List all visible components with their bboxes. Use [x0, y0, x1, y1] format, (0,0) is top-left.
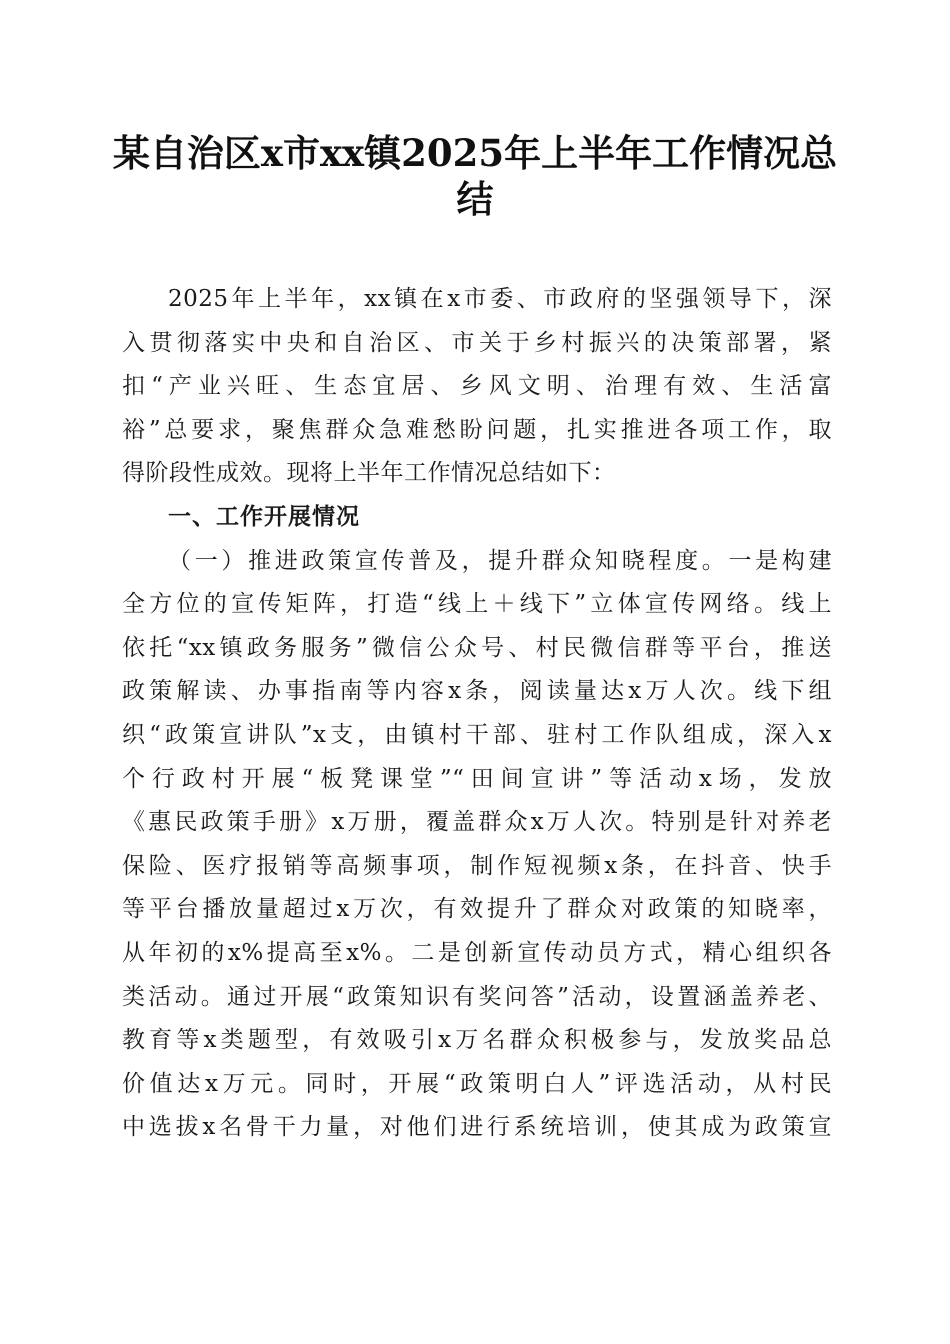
section-line: 价值达x万元。同时，开展“政策明白人”评选活动，从村民	[122, 1070, 832, 1097]
section-line: 教育等x类题型，有效吸引x万名群众积极参与，发放奖品总	[122, 1027, 832, 1054]
document-title: 某自治区x市xx镇2025年上半年工作情况总结	[112, 131, 838, 221]
section-line: 类活动。通过开展“政策知识有奖问答”活动，设置涵盖养老、	[122, 983, 832, 1010]
intro-line: 裕”总要求，聚焦群众急难愁盼问题，扎实推进各项工作，取	[122, 416, 832, 443]
section-line: 依托“xx镇政务服务”微信公众号、村民微信群等平台，推送	[122, 634, 832, 661]
document-body	[122, 278, 832, 1150]
intro-line: 扣“产业兴旺、生态宜居、乡风文明、治理有效、生活富	[122, 373, 832, 400]
section-line: 中选拔x名骨干力量，对他们进行系统培训，使其成为政策宣	[122, 1114, 832, 1141]
section-line: （一）推进政策宣传普及，提升群众知晓程度。一是构建	[168, 547, 832, 574]
intro-line: 入贯彻落实中央和自治区、市关于乡村振兴的决策部署，紧	[122, 329, 832, 356]
section-line: 全方位的宣传矩阵，打造“线上＋线下”立体宣传网络。线上	[122, 591, 832, 618]
section-line: 从年初的x%提高至x%。二是创新宣传动员方式，精心组织各	[122, 939, 832, 966]
intro-line: 2025年上半年，xx镇在x市委、市政府的坚强领导下，深	[168, 286, 832, 312]
section-line: 等平台播放量超过x万次，有效提升了群众对政策的知晓率，	[122, 896, 832, 923]
section-line: 保险、医疗报销等高频事项，制作短视频x条，在抖音、快手	[122, 852, 832, 879]
intro-line: 得阶段性成效。现将上半年工作情况总结如下：	[122, 460, 616, 487]
section-line: 政策解读、办事指南等内容x条，阅读量达x万人次。线下组	[122, 678, 832, 705]
section-line: 织“政策宣讲队”x支，由镇村干部、驻村工作队组成，深入x	[122, 721, 832, 748]
section-heading: 一、工作开展情况	[168, 503, 360, 530]
section-line: 《惠民政策手册》x万册，覆盖群众x万人次。特别是针对养老	[122, 809, 832, 836]
section-line: 个行政村开展“板凳课堂”“田间宣讲”等活动x场，发放	[122, 765, 832, 792]
